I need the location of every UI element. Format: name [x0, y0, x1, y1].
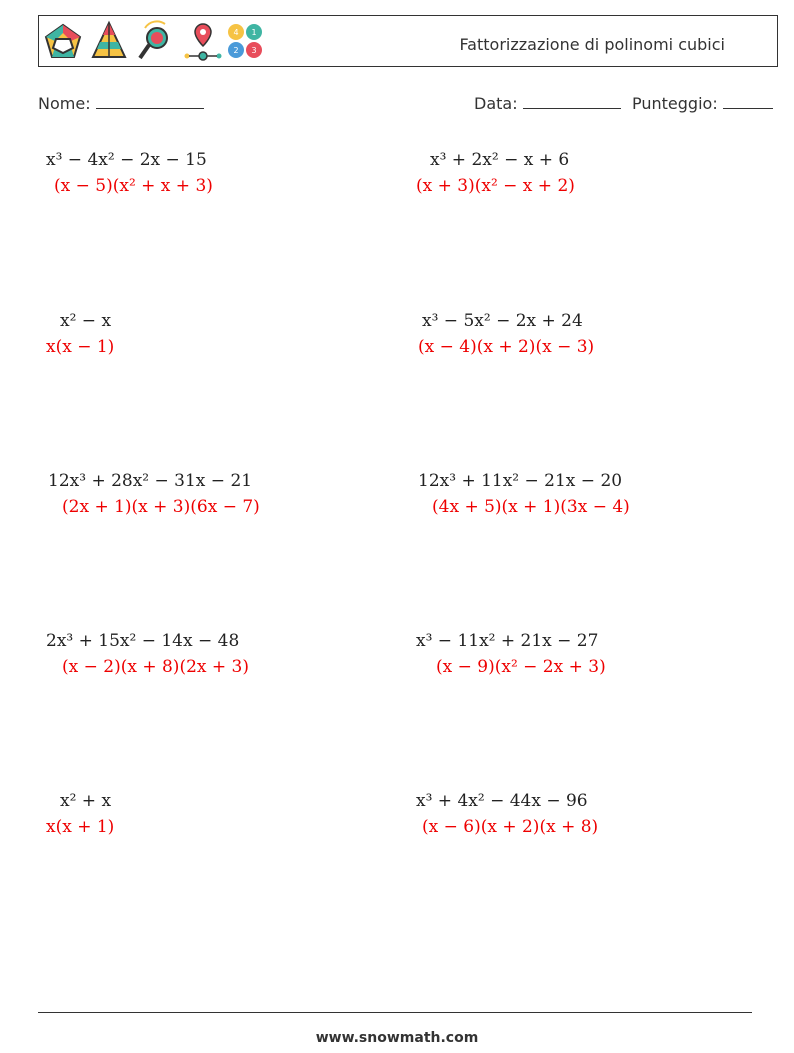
svg-text:4: 4 — [233, 28, 239, 37]
problem-expression: x³ − 4x² − 2x − 15 — [46, 150, 207, 170]
svg-text:2: 2 — [233, 46, 239, 55]
problem-expression: 12x³ + 11x² − 21x − 20 — [418, 471, 623, 491]
problem-7 — [46, 631, 249, 677]
problem-8 — [416, 631, 606, 677]
name-field[interactable] — [38, 94, 204, 113]
problem-3 — [46, 311, 114, 357]
problem-10 — [416, 791, 598, 837]
problem-expression: x³ + 2x² − x + 6 — [430, 150, 570, 170]
pyramid-icon — [93, 23, 125, 57]
score-label: Punteggio: — [632, 94, 718, 113]
problem-expression: 2x³ + 15x² − 14x − 48 — [46, 631, 240, 651]
score-field[interactable] — [632, 94, 773, 113]
date-label: Data: — [474, 94, 518, 113]
magnifier-icon — [140, 21, 167, 58]
svg-text:3: 3 — [251, 46, 257, 55]
problem-6 — [418, 471, 630, 517]
problem-expression: 12x³ + 28x² − 31x − 21 — [48, 471, 253, 491]
problem-4 — [418, 311, 595, 357]
score-blank[interactable] — [723, 94, 773, 109]
date-blank[interactable] — [523, 94, 621, 109]
problem-expression: x² − x — [60, 311, 112, 331]
problem-1 — [46, 150, 213, 196]
problem-answer: (x − 6)(x + 2)(x + 8) — [422, 817, 599, 837]
problem-answer: (x − 4)(x + 2)(x − 3) — [418, 337, 595, 357]
problem-answer: x(x + 1) — [46, 817, 115, 837]
problem-5 — [48, 471, 260, 517]
numbered-tiles-icon — [228, 24, 262, 58]
problem-expression: x³ + 4x² − 44x − 96 — [416, 791, 588, 811]
worksheet-header — [38, 15, 778, 67]
problem-answer: (2x + 1)(x + 3)(6x − 7) — [62, 497, 260, 517]
problem-2 — [416, 150, 575, 196]
problem-expression: x³ − 5x² − 2x + 24 — [422, 311, 583, 331]
worksheet-title: Fattorizzazione di polinomi cubici — [459, 35, 725, 54]
name-label: Nome: — [38, 94, 91, 113]
date-field[interactable] — [474, 94, 621, 113]
problem-expression: x³ − 11x² + 21x − 27 — [416, 631, 599, 651]
problem-answer: (4x + 5)(x + 1)(3x − 4) — [432, 497, 630, 517]
problem-answer: x(x − 1) — [46, 337, 115, 357]
footer-url[interactable]: www.snowmath.com — [315, 1030, 479, 1046]
problem-answer: (x + 3)(x² − x + 2) — [416, 176, 575, 196]
name-blank[interactable] — [96, 94, 204, 109]
location-path-icon — [185, 24, 222, 60]
problem-answer: (x − 9)(x² − 2x + 3) — [436, 657, 606, 677]
problem-answer: (x − 2)(x + 8)(2x + 3) — [62, 657, 249, 677]
problem-answer: (x − 5)(x² + x + 3) — [54, 176, 213, 196]
footer-divider — [38, 1012, 752, 1013]
header-icons — [43, 20, 267, 64]
problem-expression: x² + x — [60, 791, 112, 811]
svg-text:1: 1 — [251, 28, 257, 37]
pentagon-icon — [46, 25, 80, 57]
problem-9 — [46, 791, 114, 837]
